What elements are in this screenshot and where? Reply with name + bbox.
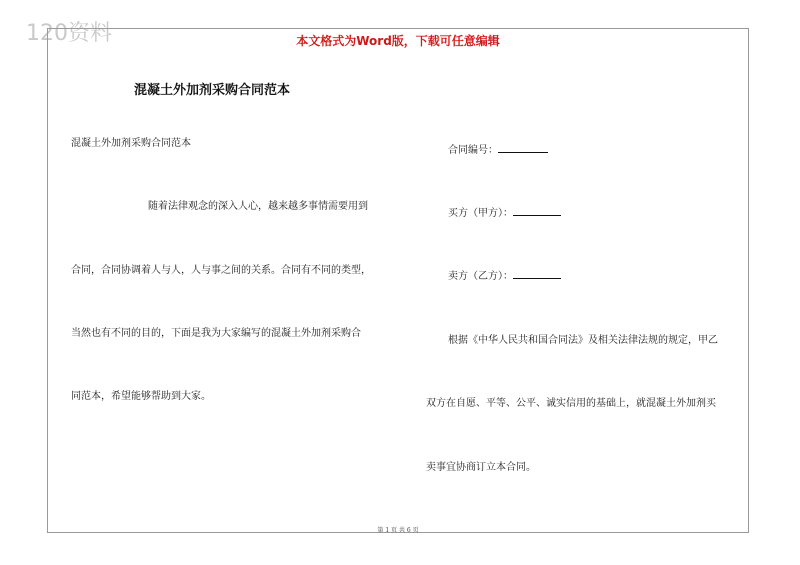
- watermark-logo: 120资料: [26, 21, 112, 46]
- buyer-field: [448, 204, 561, 219]
- document-title: 混凝土外加剂采购合同范本: [134, 83, 291, 98]
- word-format-banner: 本文格式为Word版，下载可任意编辑: [296, 34, 500, 48]
- contract-number-label: 合同编号：: [448, 145, 498, 156]
- left-paragraph-line: 当然也有不同的目的，下面是我为大家编写的混凝土外加剂采购合: [71, 328, 361, 339]
- right-paragraph-line: 根据《中华人民共和国合同法》及相关法律法规的规定，甲乙: [448, 335, 718, 346]
- page-footer: 第 1 页 共 6 页: [377, 527, 419, 534]
- document-page: [47, 28, 749, 533]
- left-paragraph-heading: 混凝土外加剂采购合同范本: [71, 138, 191, 149]
- buyer-blank: [513, 206, 561, 216]
- seller-blank: [513, 269, 561, 279]
- buyer-label: 买方（甲方）：: [448, 208, 513, 219]
- seller-field: [448, 267, 561, 282]
- left-paragraph-line: 随着法律观念的深入人心，越来越多事情需要用到: [148, 201, 368, 212]
- right-paragraph-line: 双方在自愿、平等、公平、诚实信用的基础上，就混凝土外加剂买: [426, 398, 716, 409]
- left-paragraph-line: 同范本，希望能够帮助到大家。: [71, 391, 211, 402]
- seller-label: 卖方（乙方）：: [448, 271, 513, 282]
- right-paragraph-line: 卖事宜协商订立本合同。: [426, 462, 536, 473]
- left-paragraph-line: 合同，合同协调着人与人，人与事之间的关系。合同有不同的类型，: [71, 265, 371, 276]
- contract-number-blank: [498, 143, 548, 153]
- contract-number-field: [448, 141, 548, 156]
